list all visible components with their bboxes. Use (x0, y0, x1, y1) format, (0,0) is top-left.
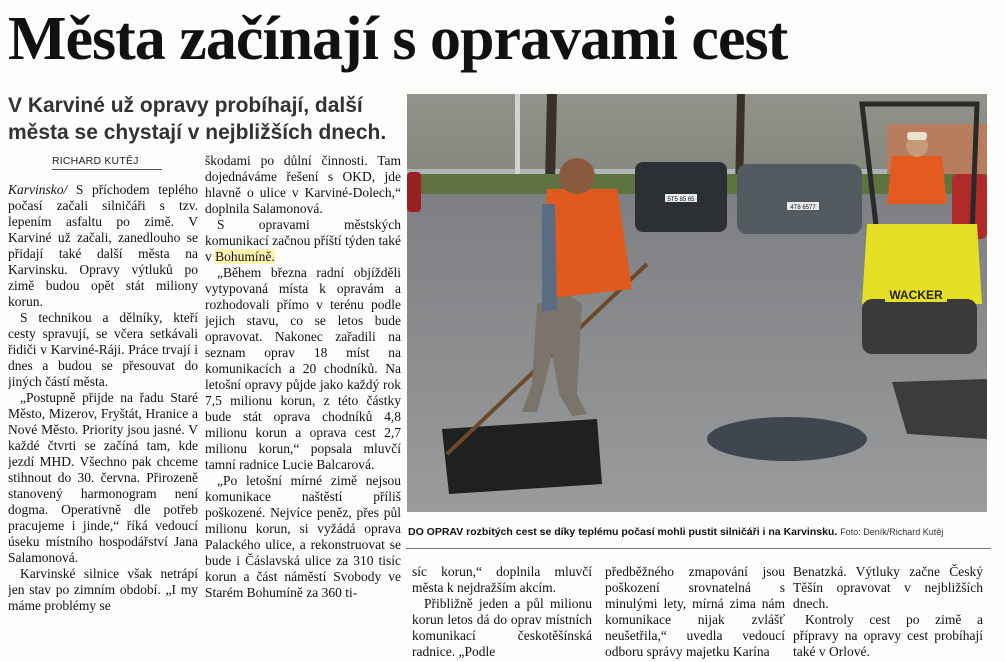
article-photo (407, 94, 987, 512)
paragraph-text: S příchodem teplého počasí začali silničáři s tzv. lepením asfaltu po zimě. V Karviné už začali, zanedlouho se přidají také další města na Karvinsku. Opravy výtluků po zimě budou opět stát miliony korun. (8, 182, 198, 309)
headline: Města začínají s opravami cest (8, 5, 788, 73)
car-plate-right-text: 4T8 6577 (790, 205, 816, 211)
photo-caption (408, 526, 993, 538)
paragraph: škodami po důlní činnosti. Tam dojednáváme řešení s OKD, jde hlavně o ulice v Karviné-Dolech,“ doplnila Salamonová. (205, 153, 401, 216)
paragraph: Karvinské silnice však netrápí jen stav po zimním období. „I my máme problémy se (8, 566, 198, 613)
roller-brand: WACKER (889, 288, 943, 302)
location-tag: Karvinsko/ (8, 182, 68, 197)
paragraph: „Postupně přijde na řadu Staré Město, Mizerov, Fryštát, Hranice a Nové Město. Priority jsou jasné. V každé čtvrti se začíná tam, kde jezdí MHD. Všechno pak chceme stihnout do 30. června. Přirozeně stanovený harmonogram není dogma. Operativně dle potřeb pracujeme i jinde,“ říká vedoucí úseku místního hospodářství Jana Salamonová. (8, 390, 198, 565)
caption-divider (406, 548, 991, 549)
article-column-2 (205, 153, 401, 660)
subheadline: V Karviné už opravy probíhají, další města se chystají v nejbližších dnech. (8, 94, 387, 144)
paragraph: Přibližně jeden a půl milionu korun letos dá do oprav místních komunikací českotěšínská radnice. „Podle (412, 596, 592, 659)
photo-credit: Foto: Deník/Richard Kutěj (840, 527, 944, 537)
article-column-5 (793, 564, 983, 660)
paragraph: „Během března radní objížděli vytypovaná místa k opravám a rozhodovali přímo v terénu podle jejich stavu, co se letos bude opravovat. Nakonec zařadili na seznam oprav 18 míst na komunikacích a 20 chodníků. Na letošní opravy půjde jako každý rok 7,5 milionu korun, z této částky bude stát oprava chodníků 4,8 milionu korun a oprava cest 2,7 milionu korun,“ popsala mluvčí tamní radnice Lucie Balcarová. (205, 265, 401, 472)
paragraph: „Po letošní mírné zimě nejsou komunikace naštěstí příliš poškozené. Nejvíce peněz, přes půl milionu korun, si vyžádá oprava Palackého ulice, a rekonstruovat se bude i Čáslavská ulice za 310 tisíc korun a část náměstí Svobody ve Starém Bohumíně za 360 ti- (205, 473, 401, 600)
byline: RICHARD KUTĚJ (52, 155, 162, 170)
fresh-asphalt-patch (442, 419, 602, 494)
paragraph-text: S opravami městských komunikací začnou příští týden také v (205, 217, 401, 264)
paragraph: síc korun,“ doplnila mluvčí města k nejdražším akcím. (412, 564, 592, 595)
article-column-4 (605, 564, 785, 660)
paragraph: Benatzká. Výtluky začne Český Těšín opravovat v nejbližších dnech. (793, 564, 983, 611)
car-plate-left-text: 5T5 85 65 (667, 197, 695, 203)
worker-head (559, 158, 595, 194)
tree-trunk (545, 94, 557, 184)
article-column-1 (8, 182, 198, 660)
paragraph (205, 217, 401, 265)
paragraph: Kontroly cest po zimě a přípravy na opravy cest probíhají také v Orlové. (793, 612, 983, 659)
road-repair-illustration (407, 94, 987, 512)
parked-car (407, 172, 421, 212)
roller-drum (862, 299, 977, 354)
operator-cap (907, 132, 927, 140)
paragraph (8, 182, 198, 310)
article-column-3 (412, 564, 592, 660)
dark-patch (892, 379, 987, 439)
highlighted-town: Bohumíně. (215, 249, 275, 264)
wet-patch (707, 417, 867, 461)
paragraph: S technikou a dělníky, kteří cesty spravují, se včera setkávali řidiči v Karviné-Ráji. Práce trvají i dnes a budou se přesouvat do jiných částí města. (8, 310, 198, 389)
caption-text: DO OPRAV rozbitých cest se díky teplému počasí mohli pustit silničáři i na Karvinsku. (408, 526, 838, 538)
worker-sleeve (542, 204, 557, 312)
operator-vest (887, 156, 947, 204)
paragraph: předběžného zmapování jsou poškození srovnatelná s minulými lety, mírná zima nám komunikace nijak zvlášť neušetřila,“ uvedla vedoucí odboru správy majetku Karína (605, 564, 785, 659)
parked-car (737, 164, 862, 234)
